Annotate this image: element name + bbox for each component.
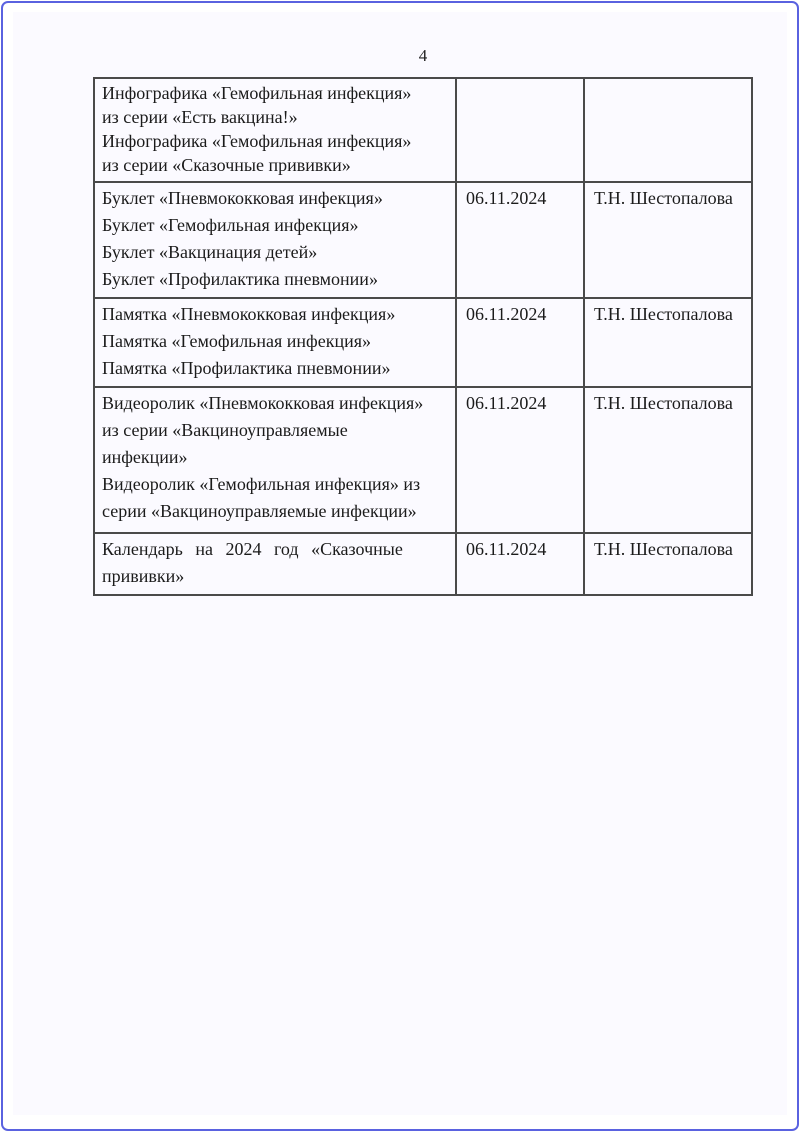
date-cell <box>455 299 583 386</box>
materials-cell <box>95 388 455 532</box>
table-row <box>95 79 751 181</box>
material-line: Памятка «Пневмококковая инфекция» <box>102 304 396 324</box>
material-line: Памятка «Профилактика пневмонии» <box>102 358 391 378</box>
responsible-value: Т.Н. Шестопалова <box>594 393 733 413</box>
table-row <box>95 181 751 297</box>
material-line: инфекции» <box>102 447 188 467</box>
table-row <box>95 532 751 594</box>
material-line: из серии «Сказочные прививки» <box>102 155 351 175</box>
responsible-cell <box>583 388 751 532</box>
responsible-value: Т.Н. Шестопалова <box>594 188 733 208</box>
material-line: Буклет «Вакцинация детей» <box>102 242 318 262</box>
material-line: из серии «Вакциноуправляемые <box>102 420 348 440</box>
material-line: Памятка «Гемофильная инфекция» <box>102 331 371 351</box>
responsible-value: Т.Н. Шестопалова <box>594 539 733 559</box>
materials-cell <box>95 79 455 181</box>
material-line: Видеоролик «Пневмококковая инфекция» <box>102 393 424 413</box>
date-value: 06.11.2024 <box>466 539 547 559</box>
date-value: 06.11.2024 <box>466 304 547 324</box>
responsible-cell <box>583 183 751 297</box>
date-cell <box>455 534 583 594</box>
responsible-cell <box>583 299 751 386</box>
date-cell <box>455 183 583 297</box>
date-value: 06.11.2024 <box>466 393 547 413</box>
materials-cell <box>95 299 455 386</box>
responsible-cell <box>583 79 751 181</box>
table-row <box>95 386 751 532</box>
material-line: прививки» <box>102 566 185 586</box>
material-line: Инфографика «Гемофильная инфекция» <box>102 131 412 151</box>
responsible-value: Т.Н. Шестопалова <box>594 304 733 324</box>
material-line: Календарь на 2024 год «Сказочные <box>102 539 403 559</box>
material-line: из серии «Есть вакцина!» <box>102 107 298 127</box>
materials-cell <box>95 183 455 297</box>
table-row <box>95 297 751 386</box>
materials-table <box>93 77 753 596</box>
material-line: Буклет «Гемофильная инфекция» <box>102 215 359 235</box>
material-line: Буклет «Профилактика пневмонии» <box>102 269 378 289</box>
date-value: 06.11.2024 <box>466 188 547 208</box>
page-number: 4 <box>418 46 428 65</box>
material-line: Видеоролик «Гемофильная инфекция» из <box>102 474 421 494</box>
material-line: серии «Вакциноуправляемые инфекции» <box>102 501 417 521</box>
date-cell <box>455 388 583 532</box>
date-cell <box>455 79 583 181</box>
materials-cell <box>95 534 455 594</box>
material-line: Инфографика «Гемофильная инфекция» <box>102 83 412 103</box>
responsible-cell <box>583 534 751 594</box>
material-line: Буклет «Пневмококковая инфекция» <box>102 188 383 208</box>
